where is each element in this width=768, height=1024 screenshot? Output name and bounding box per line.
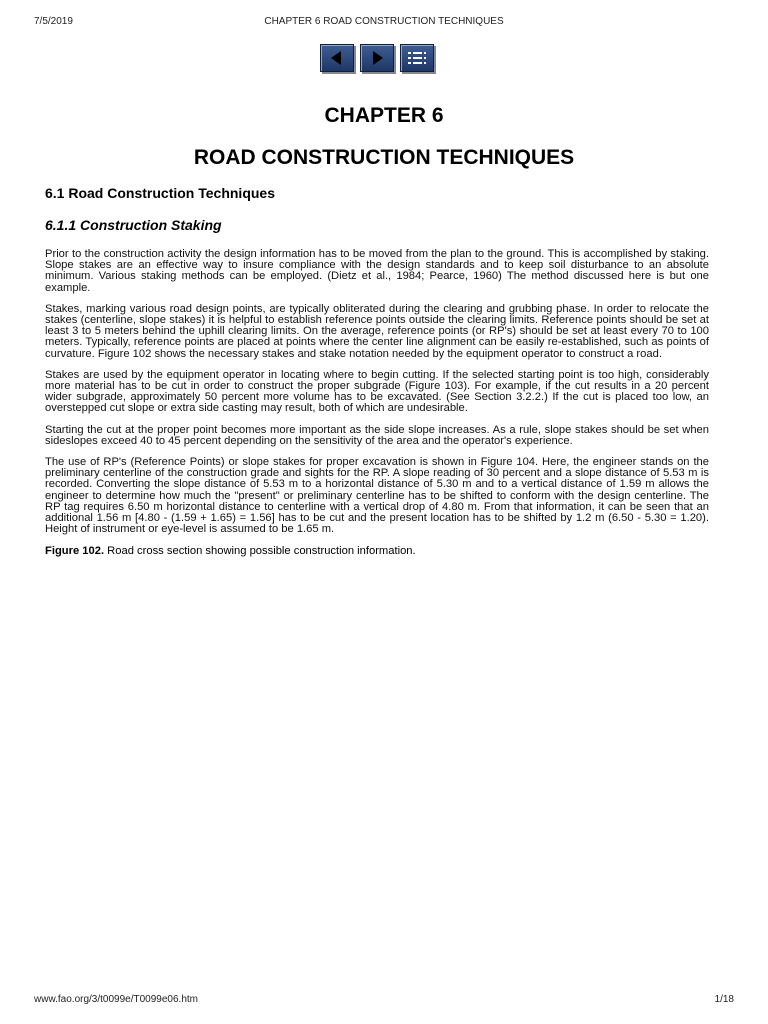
paragraph: Stakes, marking various road design points, are typically obliterated during the clearing and grubbing phase. In order to relocate the stakes (centerline, slope stakes) it is helpful to establish reference points outside the clearing limits. Reference points should be set at least 3 to 5 meters behind the uphill clearing limits. On the average, reference points (or RP's) should be set at least every 70 to 100 meters. Typically, reference points are placed at points where the center line alignment can be easily re-established, such as points of curvature. Figure 102 shows the necessary stakes and stake notation needed by the equipment operator to construct a road. — [45, 302, 709, 360]
main-content — [45, 184, 709, 557]
page-url: www.fao.org/3/t0099e/T0099e06.htm — [34, 994, 198, 1005]
paragraph: Starting the cut at the proper point becomes more important as the side slope increases. As a rule, slope stakes should be set when sideslopes exceed 40 to 45 percent depending on the sensitivity of the area and the operator's experience. — [45, 423, 709, 447]
figure-caption — [45, 545, 709, 557]
paragraph: The use of RP's (Reference Points) or slope stakes for proper excavation is shown in Figure 104. Here, the engineer stands on the preliminary centerline of the construction grade and sights for the RP. A slope reading of 30 percent and a slope distance of 5.53 m is recorded. Converting the slope distance of 5.53 m to a horizontal distance of 5.30 m and to a vertical distance of 1.59 m allows the engineer to determine how much the "present" or preliminary centerline has to be shifted to conform with the design centerline. The RP tag requires 6.50 m horizontal distance to centerline with a vertical drop of 4.80 m. From that information, it can be seen that an additional 1.56 m [4.80 - (1.59 + 1.65) = 1.56] has to be cut and the present location has to be shifted by 1.2 m (6.50 - 5.30 = 1.20). Height of instrument or eye-level is assumed to be 1.65 m. — [45, 456, 709, 536]
paragraph: Stakes are used by the equipment operator in locating where to begin cutting. If the selected starting point is too high, considerably more material has to be cut in order to construct the proper subgrade (Figure 103). For example, if the cut results in a 20 percent wider subgrade, approximately 50 percent more volume has to be excavated. (See Section 3.2.2.) If the cut is placed too low, an overstepped cut slope or extra side casting may result, both of which are undesirable. — [45, 368, 709, 415]
section-heading: 6.1 Road Construction Techniques — [45, 185, 275, 201]
print-title: CHAPTER 6 ROAD CONSTRUCTION TECHNIQUES — [264, 16, 504, 27]
arrow-right-icon — [369, 50, 385, 66]
navigation-bar — [320, 44, 440, 74]
figure-caption-text: Road cross section showing possible construction information. — [104, 545, 416, 558]
next-page-button[interactable] — [360, 44, 394, 72]
previous-page-button[interactable] — [320, 44, 354, 72]
print-header — [34, 16, 734, 30]
page-number: 1/18 — [714, 994, 734, 1005]
chapter-title: ROAD CONSTRUCTION TECHNIQUES — [193, 146, 575, 169]
subsection-heading: 6.1.1 Construction Staking — [45, 217, 222, 233]
chapter-number: CHAPTER 6 — [324, 104, 444, 127]
table-of-contents-button[interactable] — [400, 44, 434, 72]
print-footer — [34, 994, 734, 1008]
figure-label: Figure 102. — [45, 545, 105, 558]
paragraph: Prior to the construction activity the design information has to be moved from the plan to the ground. This is accomplished by staking. Slope stakes are an effective way to insure compliance with the design standards and to keep soil disturbance to an absolute minimum. Various staking methods can be employed. (Dietz et al., 1984; Pearce, 1960) The method discussed here is but one example. — [45, 248, 709, 294]
table-of-contents-icon — [406, 50, 428, 66]
print-date: 7/5/2019 — [34, 16, 73, 27]
arrow-left-icon — [329, 50, 345, 66]
